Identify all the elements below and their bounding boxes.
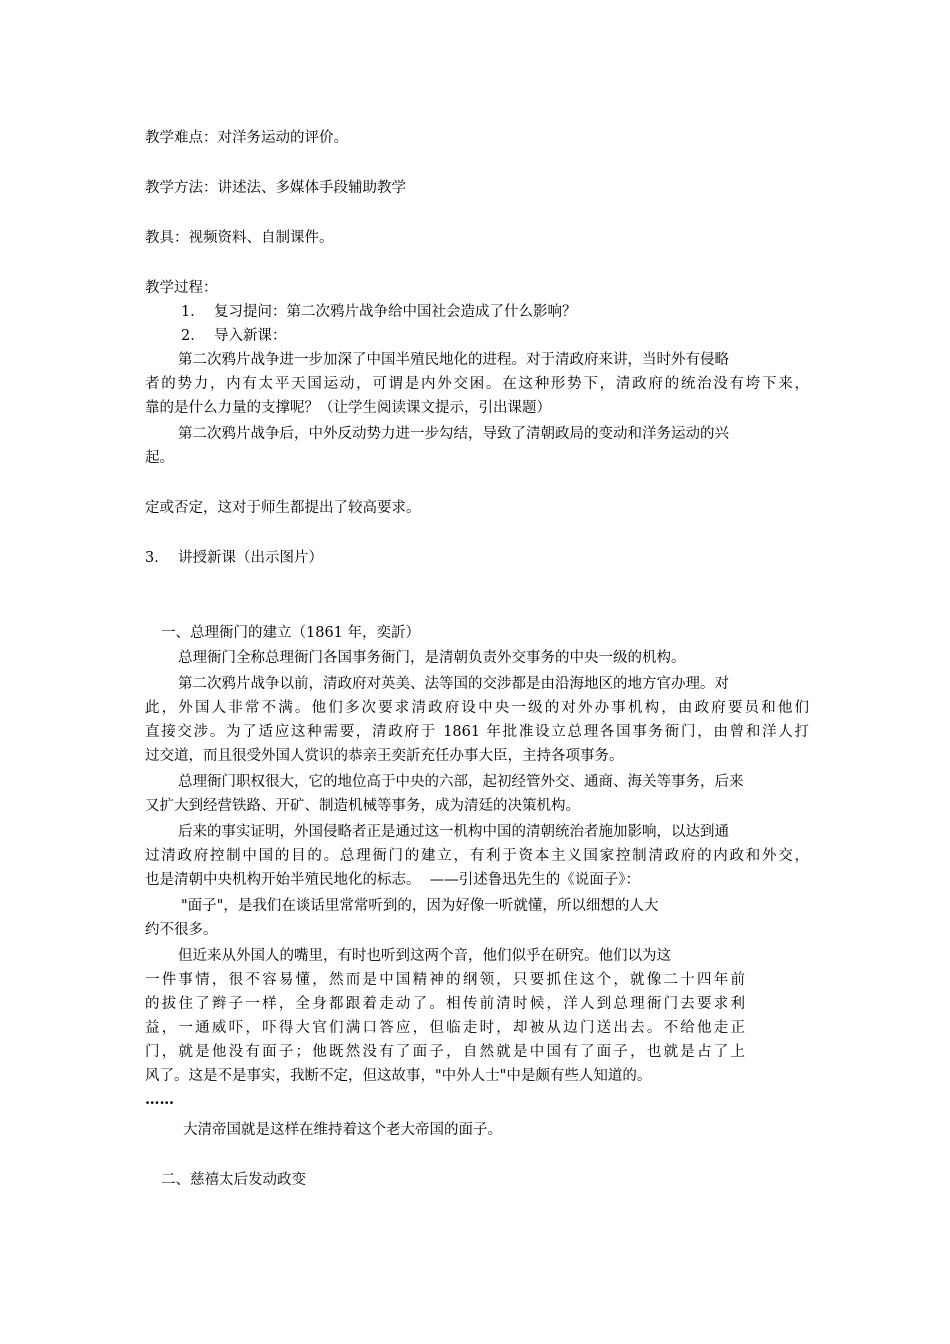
quote2-line2: 一件事情，很不容易懂，然而是中国精神的纲领，只要抓住这个，就像二十四年前 (145, 972, 745, 988)
teaching-method: 教学方法：讲述法、多媒体手段辅助教学 (145, 180, 406, 196)
section1-p2-line4: 过交道，而且很受外国人赏识的恭亲王奕訢充任办事大臣，主持各项事务。 (145, 748, 624, 764)
quote2-line5: 门，就是他没有面子；他既然没有了面子，自然就是中国有了面子，也就是占了上 (145, 1044, 745, 1060)
section1-heading: 一、总理衙门的建立（1861 年，奕訢） (161, 625, 421, 641)
quote2-line3: 的拔住了辫子一样，全身都跟着走动了。相传前清时候，洋人到总理衙门去要求利 (145, 996, 745, 1012)
intro-p1-line3: 靠的是什么力量的支撑呢？（让学生阅读课文提示，引出课题） (145, 400, 551, 416)
section1-p2-line1: 第二次鸦片战争以前，清政府对英美、法等国的交涉都是由沿海地区的地方官办理。对 (178, 676, 729, 692)
intro-p1-line1: 第二次鸦片战争进一步加深了中国半殖民地化的进程。对于清政府来讲，当时外有侵略 (178, 352, 729, 368)
step-3: 3． 讲授新课（出示图片） (145, 550, 323, 566)
section1-p4-line3: 也是清朝中央机构开始半殖民地化的标志。 ——引述鲁迅先生的《说面子》： (145, 872, 640, 888)
section1-p4-line2: 过清政府控制中国的目的。总理衙门的建立，有利于资本主义国家控制清政府的内政和外交， (145, 848, 809, 864)
teaching-tools: 教具：视频资料、自制课件。 (145, 230, 334, 246)
intro-p3: 定或否定，这对于师生都提出了较高要求。 (145, 500, 421, 516)
section1-p5: 大清帝国就是这样在维持着这个老大帝国的面子。 (183, 1122, 502, 1138)
section2-heading: 二、慈禧太后发动政变 (161, 1172, 306, 1188)
section1-p4-line1: 后来的事实证明，外国侵略者正是通过这一机构中国的清朝统治者施加影响，以达到通 (178, 824, 729, 840)
ellipsis: …… (145, 1091, 174, 1108)
step-1: 1． 复习提问：第二次鸦片战争给中国社会造成了什么影响？ (181, 304, 577, 320)
section1-p2-line3: 直接交涉。为了适应这种需要，清政府于 1861 年批准设立总理各国事务衙门，由曾和洋人打 (145, 724, 809, 740)
intro-p2-line2: 起。 (145, 450, 174, 466)
quote1-line2: 约不很多。 (145, 922, 218, 938)
section1-p1: 总理衙门全称总理衙门各国事务衙门，是清朝负责外交事务的中央一级的机构。 (178, 650, 686, 666)
quote2-line4: 益，一通威吓，吓得大官们满口答应，但临走时，却被从边门送出去。不给他走正 (145, 1020, 745, 1036)
teaching-difficulty: 教学难点：对洋务运动的评价。 (145, 130, 348, 146)
section1-p3-line1: 总理衙门职权很大，它的地位高于中央的六部，起初经管外交、通商、海关等事务，后来 (178, 774, 744, 790)
quote2-line1: 但近来从外国人的嘴里，有时也听到这两个音，他们似乎在研究。他们以为这 (178, 948, 671, 964)
intro-p1-line2: 者的势力，内有太平天国运动，可谓是内外交困。在这种形势下，清政府的统治没有垮下来， (145, 376, 809, 392)
teaching-process: 教学过程： (145, 280, 218, 296)
intro-p2-line1: 第二次鸦片战争后，中外反动势力进一步勾结，导致了清朝政局的变动和洋务运动的兴 (178, 426, 729, 442)
step-2: 2． 导入新课： (181, 328, 287, 344)
section1-p2-line2: 此，外国人非常不满。他们多次要求清政府设中央一级的对外办事机构，由政府要员和他们 (145, 700, 809, 716)
quote1-line1: "面子"，是我们在谈话里常常听到的，因为好像一听就懂，所以细想的人大 (181, 898, 659, 914)
quote2-line6: 风了。这是不是事实，我断不定，但这故事，"中外人士"中是颇有些人知道的。 (145, 1068, 652, 1084)
section1-p3-line2: 又扩大到经营铁路、开矿、制造机械等事务，成为清廷的决策机构。 (145, 798, 580, 814)
